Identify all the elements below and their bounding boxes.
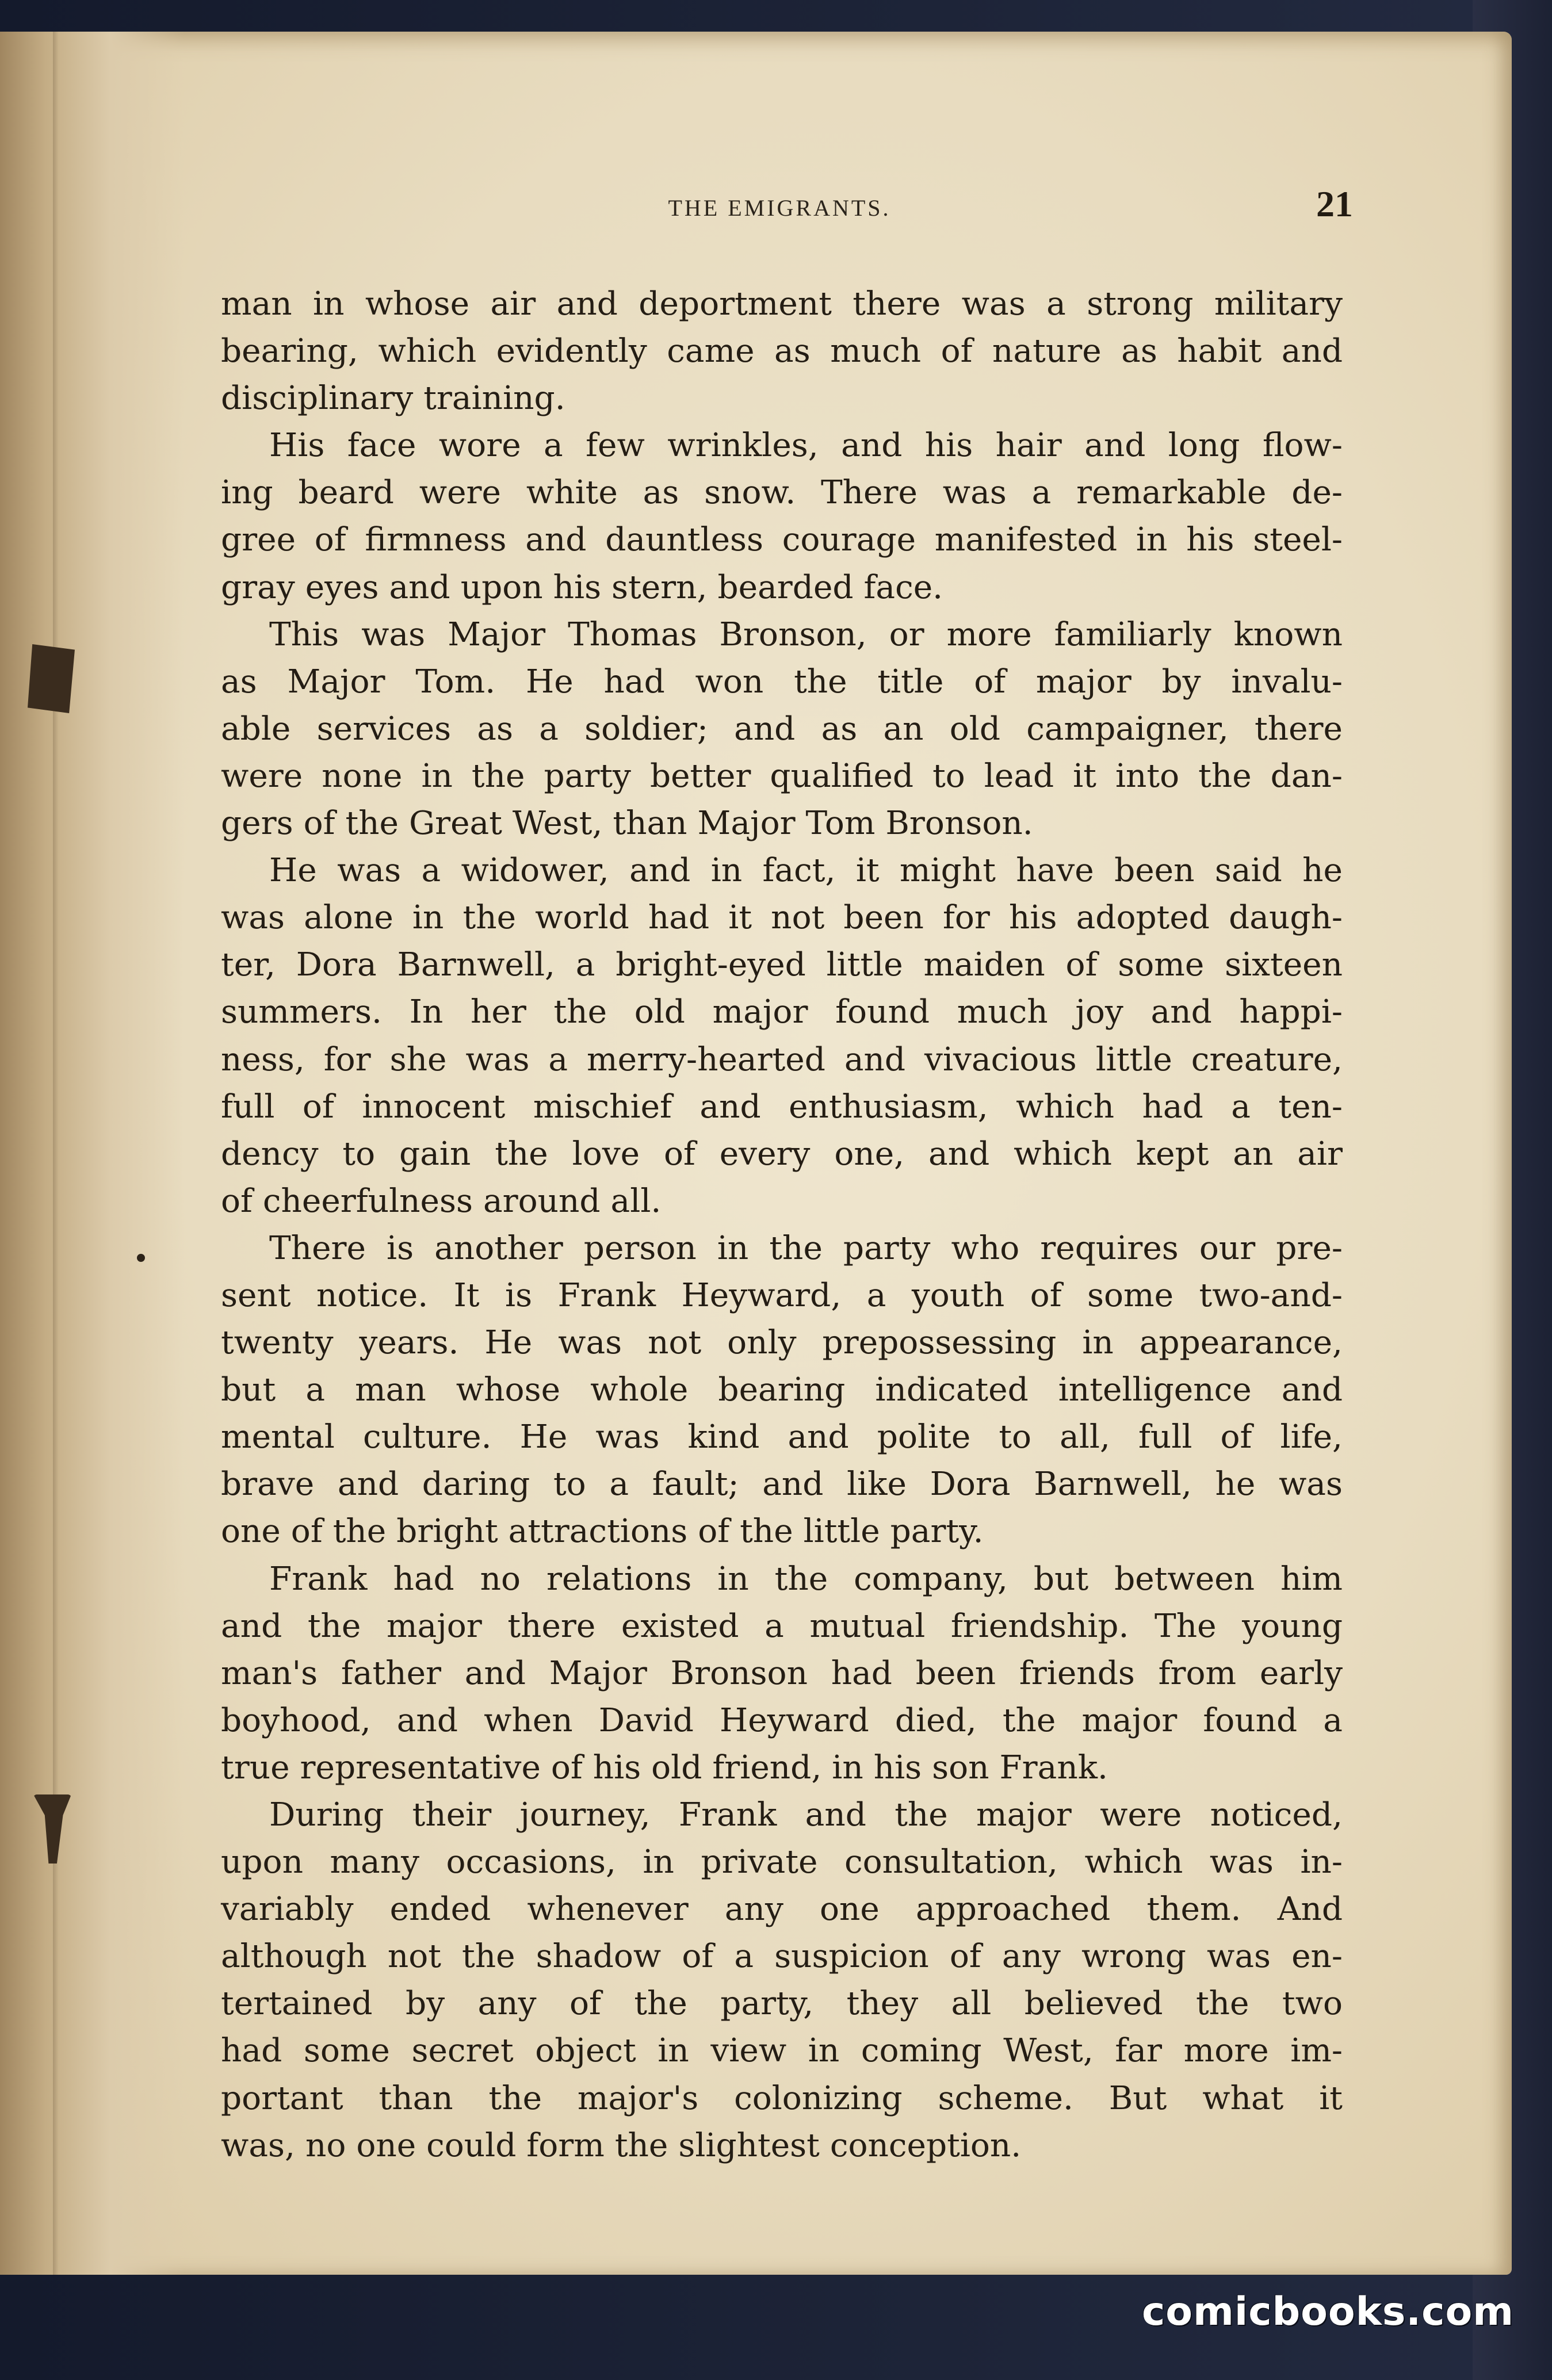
text-line: Frank had no relations in the company, but between him — [269, 1560, 1343, 1598]
text-line: boyhood, and when David Heyward died, the major found a — [221, 1701, 1343, 1739]
text-line: and the major there existed a mutual friendship. The young — [221, 1607, 1343, 1645]
text-line: There is another person in the party who requires our pre- — [269, 1229, 1343, 1267]
text-line: full of innocent mischief and enthusiasm, which had a ten- — [221, 1088, 1343, 1126]
text-line: true representative of his old friend, in his son Frank. — [221, 1748, 1108, 1786]
page-number: 21 — [1316, 183, 1353, 224]
text-line: man's father and Major Bronson had been friends from early — [221, 1654, 1343, 1692]
text-line: bearing, which evidently came as much of nature as habit and — [221, 332, 1343, 370]
text-line: gray eyes and upon his stern, bearded face. — [221, 568, 943, 606]
text-line: but a man whose whole bearing indicated intelligence and — [221, 1371, 1343, 1409]
text-line: He was a widower, and in fact, it might have been said he — [269, 852, 1343, 890]
text-line: ing beard were white as snow. There was a remarkable de- — [221, 474, 1343, 512]
text-line: sent notice. It is Frank Heyward, a youth of some two-and- — [221, 1276, 1343, 1314]
text-line: During their journey, Frank and the major were noticed, — [269, 1796, 1343, 1834]
text-line: man in whose air and deportment there was a strong military — [221, 285, 1343, 323]
text-line: tertained by any of the party, they all believed the two — [221, 1985, 1343, 2023]
binding-stitch-top — [28, 644, 75, 713]
text-line: was, no one could form the slightest conception. — [221, 2126, 1022, 2164]
text-line: although not the shadow of a suspicion of any wrong was en- — [221, 1938, 1343, 1976]
text-line: disciplinary training. — [221, 380, 565, 418]
body-text — [221, 281, 1343, 2169]
text-line: of cheerfulness around all. — [221, 1182, 662, 1220]
text-line: gers of the Great West, than Major Tom Bronson. — [221, 805, 1033, 843]
text-line: gree of firmness and dauntless courage manifested in his steel- — [221, 521, 1343, 559]
text-line: one of the bright attractions of the little party. — [221, 1513, 984, 1551]
text-line: brave and daring to a fault; and like Dora Barnwell, he was — [221, 1466, 1343, 1503]
text-line: had some secret object in view in coming West, far more im- — [221, 2032, 1343, 2070]
text-line: twenty years. He was not only prepossessing in appearance, — [221, 1324, 1343, 1362]
text-line: portant than the major's colonizing scheme. But what it — [221, 2079, 1343, 2117]
text-line: was alone in the world had it not been for his adopted daugh- — [221, 899, 1343, 937]
text-line: ter, Dora Barnwell, a bright-eyed little maiden of some sixteen — [221, 946, 1343, 984]
text-line: variably ended whenever any one approached them. And — [221, 1891, 1343, 1929]
text-line: upon many occasions, in private consultation, which was in- — [221, 1843, 1343, 1881]
text-line: as Major Tom. He had won the title of major by invalu- — [221, 663, 1343, 701]
text-line: His face wore a few wrinkles, and his hair and long flow- — [269, 427, 1343, 465]
binding-crease — [53, 32, 59, 2275]
ink-spot — [137, 1254, 145, 1262]
text-line: mental culture. He was kind and polite to all, full of life, — [221, 1418, 1343, 1456]
text-line: dency to gain the love of every one, and which kept an air — [221, 1135, 1343, 1173]
text-line: This was Major Thomas Bronson, or more familiarly known — [269, 615, 1343, 653]
text-line: were none in the party better qualified to lead it into the dan- — [221, 757, 1343, 795]
running-head: THE EMIGRANTS. — [668, 195, 891, 221]
text-line: summers. In her the old major found much joy and happi- — [221, 993, 1343, 1031]
text-line: able services as a soldier; and as an old campaigner, there — [221, 710, 1343, 748]
site-watermark: comicbooks.com — [1142, 2289, 1515, 2335]
text-line: ness, for she was a merry-hearted and vivacious little creature, — [221, 1040, 1343, 1078]
page-gutter — [0, 32, 184, 2275]
